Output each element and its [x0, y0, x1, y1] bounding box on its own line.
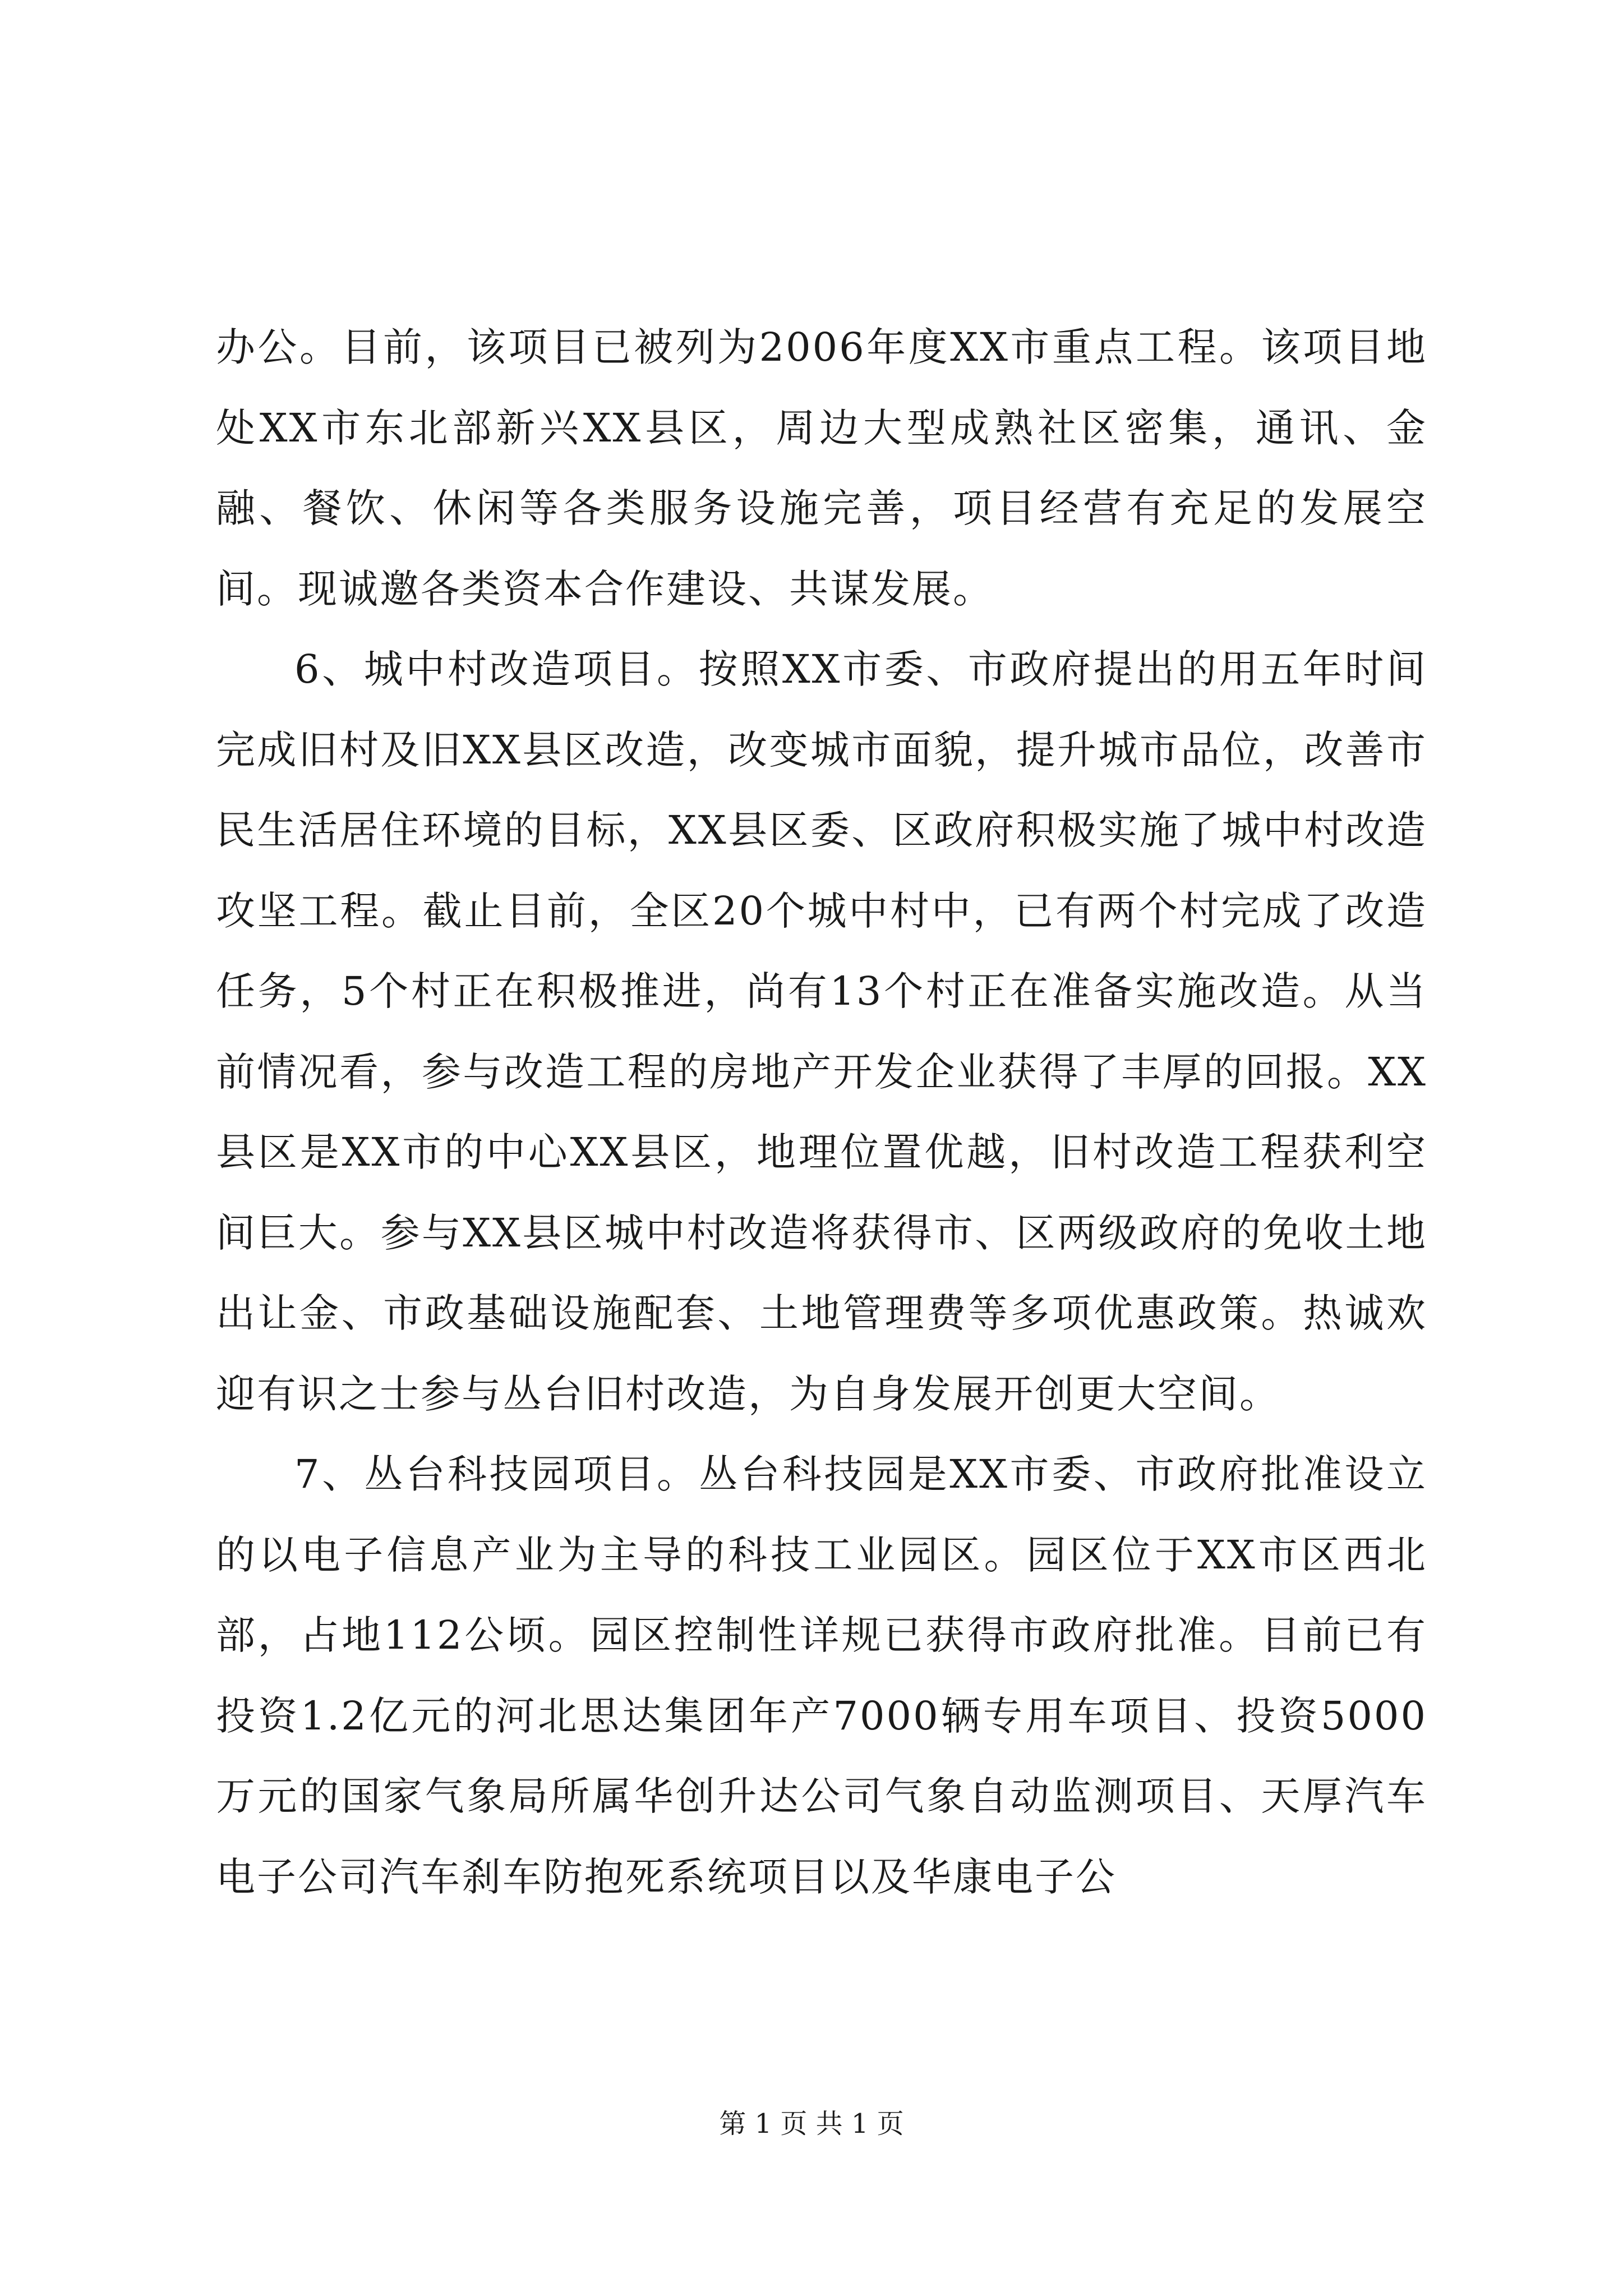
document-body: [216, 307, 1427, 1917]
paragraph-item-6-urban-village-renovation: 6、城中村改造项目。按照XX市委、市政府提出的用五年时间完成旧村及旧XX县区改造，改变城市面貌，提升城市品位，改善市民生活居住环境的目标，XX县区委、区政府积极实施了城中村改造攻坚工程。截止目前，全区20个城中村中，已有两个村完成了改造任务，5个村正在积极推进，尚有13个村正在准备实施改造。从当前情况看，参与改造工程的房地产开发企业获得了丰厚的回报。XX县区是XX市的中心XX县区，地理位置优越，旧村改造工程获利空间巨大。参与XX县区城中村改造将获得市、区两级政府的免收土地出让金、市政基础设施配套、土地管理费等多项优惠政策。热诚欢迎有识之士参与丛台旧村改造，为自身发展开创更大空间。: [216, 646, 1427, 1417]
paragraph-item-7-congtai-tech-park: 7、丛台科技园项目。丛台科技园是XX市委、市政府批准设立的以电子信息产业为主导的科技工业园区。园区位于XX市区西北部，占地112公顷。园区控制性详规已获得市政府批准。目前已有投资1.2亿元的河北思达集团年产7000辆专用车项目、投资5000万元的国家气象局所属华创升达公司气象自动监测项目、天厚汽车电子公司汽车刹车防抱死系统项目以及华康电子公: [216, 1451, 1427, 1900]
page-number-label: 第 1 页 共 1 页: [719, 2108, 904, 2139]
page-footer: [0, 2107, 1623, 2141]
paragraph-continuation: 办公。目前，该项目已被列为2006年度XX市重点工程。该项目地处XX市东北部新兴XX县区，周边大型成熟社区密集，通讯、金融、餐饮、休闲等各类服务设施完善，项目经营有充足的发展空间。现诚邀各类资本合作建设、共谋发展。: [216, 324, 1427, 612]
